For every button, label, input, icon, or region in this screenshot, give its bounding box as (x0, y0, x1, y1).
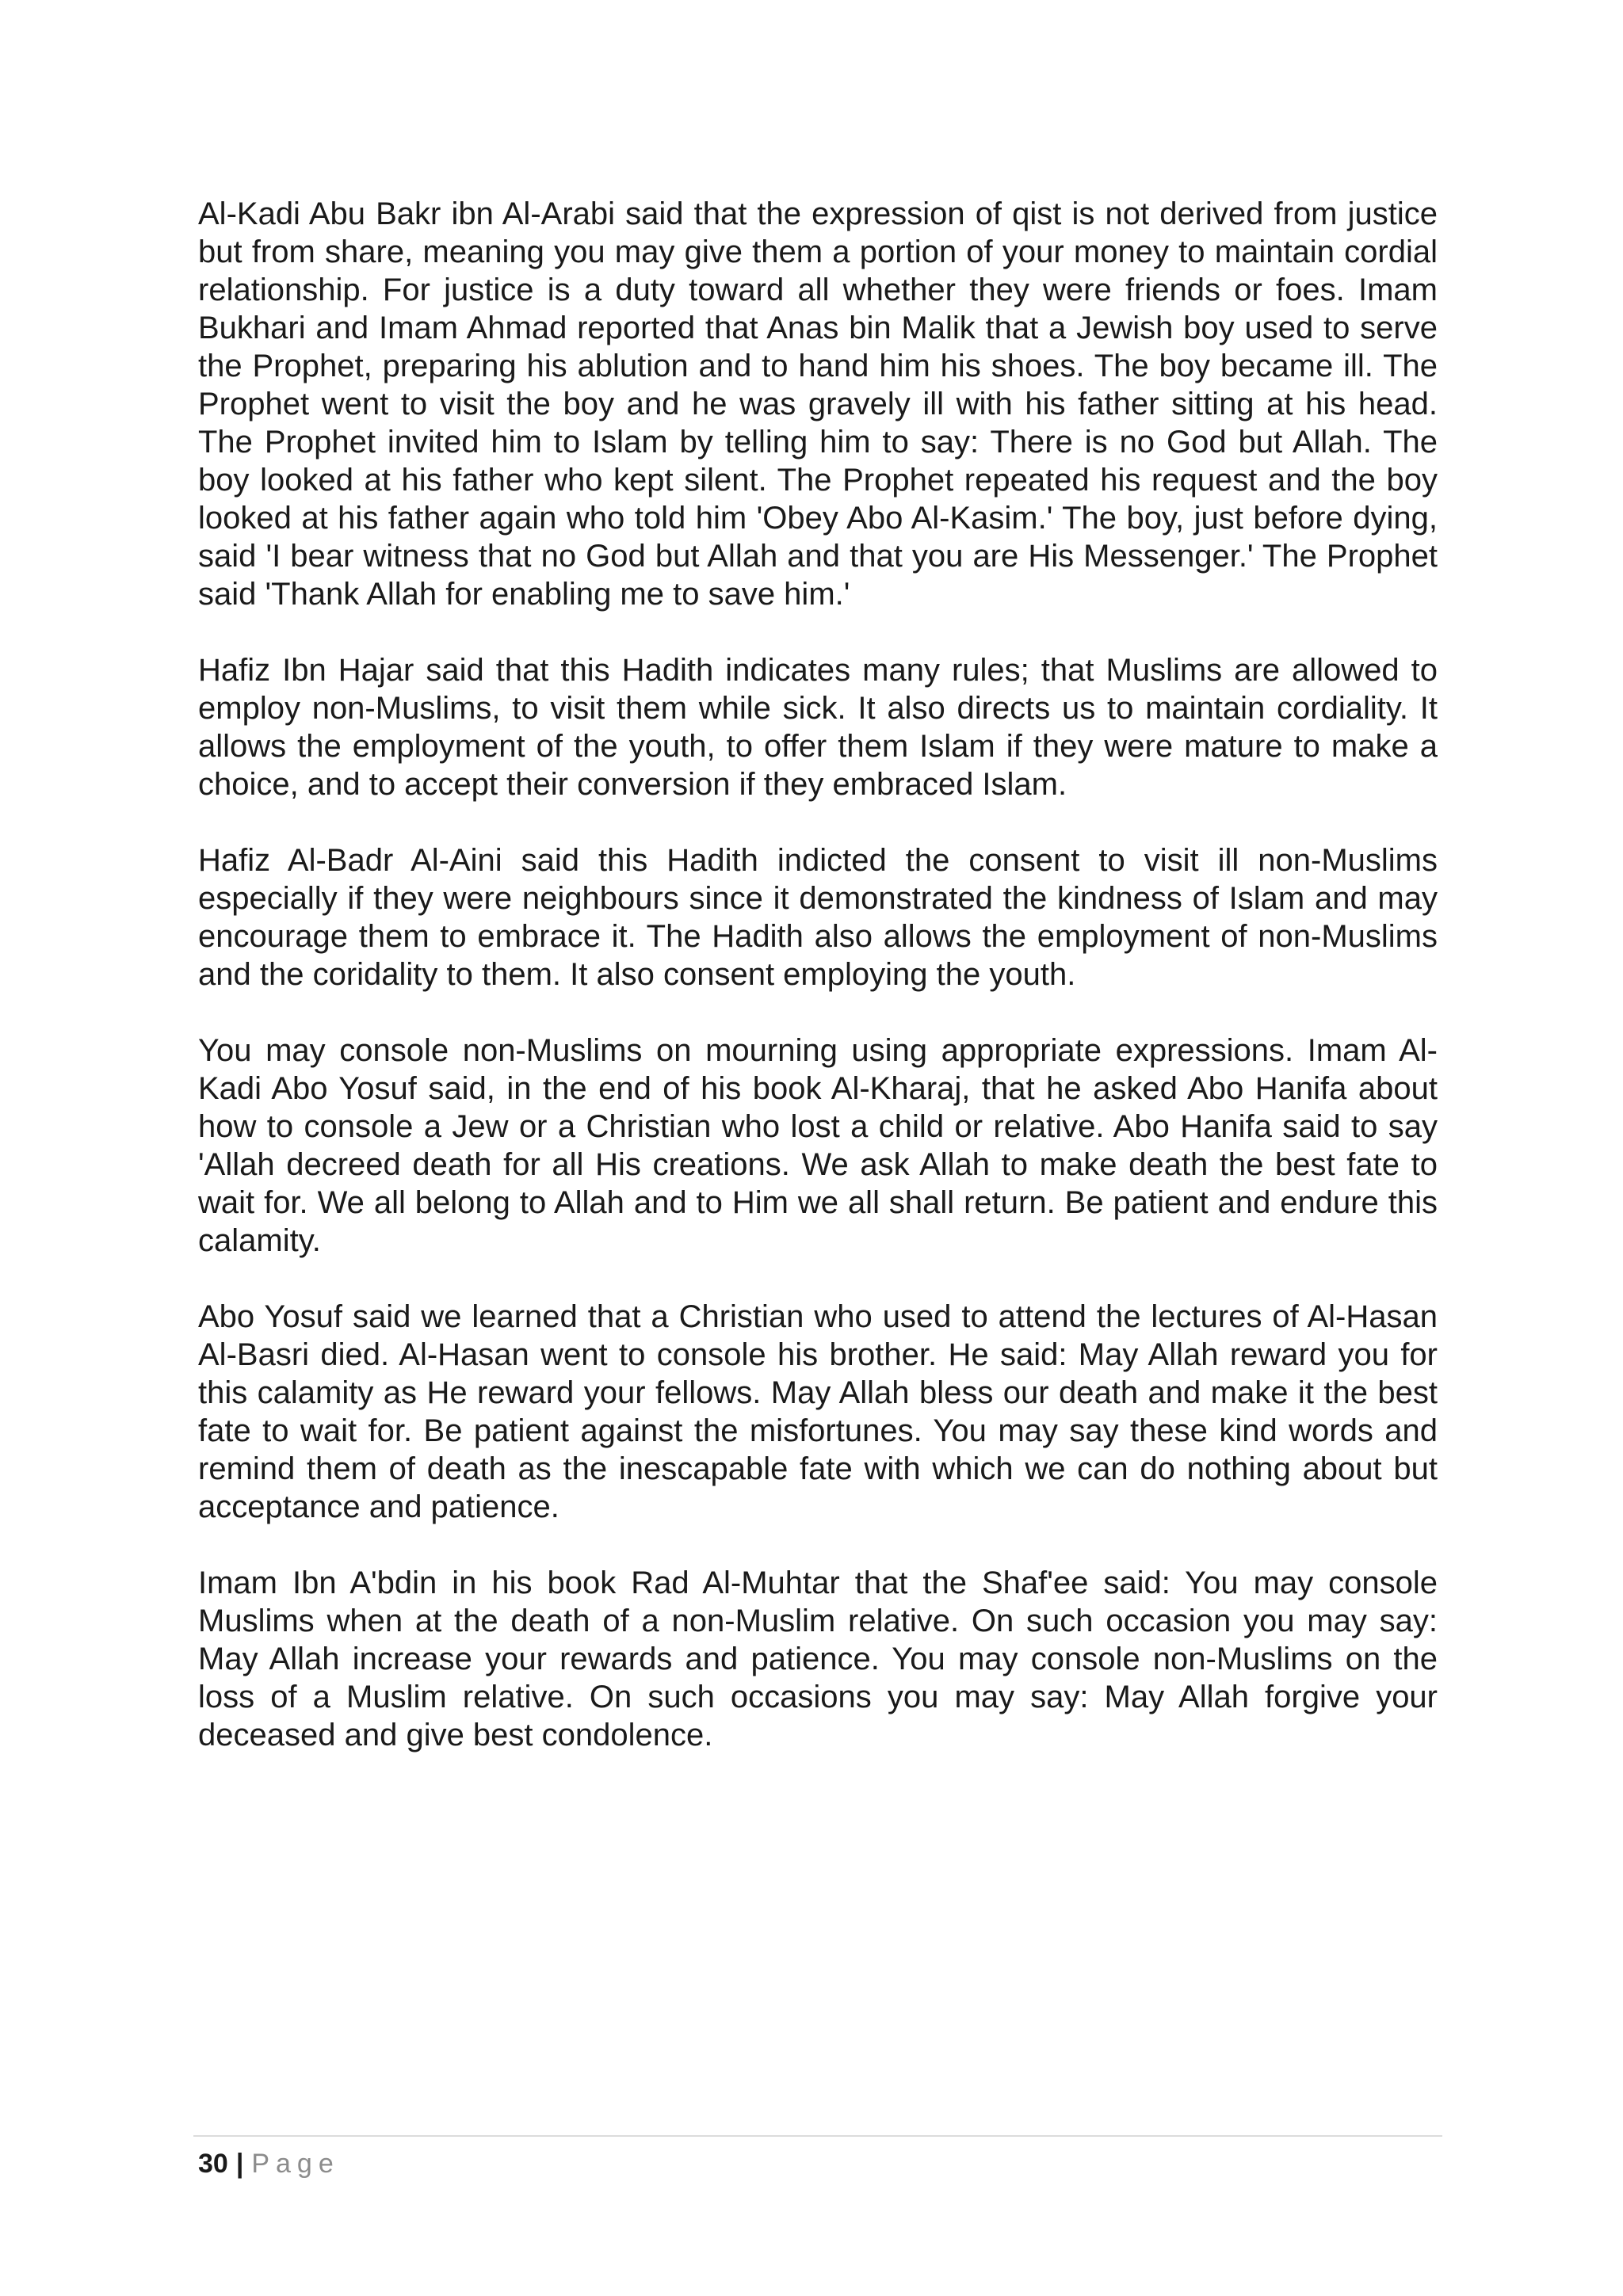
footer-separator: | (235, 2149, 244, 2179)
paragraph-2: Hafiz Ibn Hajar said that this Hadith indicates many rules; that Muslims are allowed to employ non-Muslims, to visit them while sick. It also directs us to maintain cordiality. It allows the employment of the youth, to offer them Islam if they were mature to make a choice, and to accept their conversion if they embraced Islam. (198, 653, 1438, 802)
paragraph-6: Imam Ibn A'bdin in his book Rad Al-Muhtar that the Shaf'ee said: You may console Muslims when at the death of a non-Muslim relative. On such occasion you may say: May Allah increase your rewards and patience. You may console non-Muslims on the loss of a Muslim relative. On such occasions you may say: May Allah forgive your deceased and give best condolence. (198, 1566, 1438, 1753)
page-label: Page (251, 2149, 340, 2179)
paragraph-4: You may console non-Muslims on mourning using appropriate expressions. Imam Al-Kadi Abo Yosuf said, in the end of his book Al-Kharaj, that he asked Abo Hanifa about how to console a Jew or a Christian who lost a child or relative. Abo Hanifa said to say 'Allah decreed death for all His creations. We ask Allah to make death the best fate to wait for. We all belong to Allah and to Him we all shall return. Be patient and endure this calamity. (198, 1033, 1438, 1258)
page-number: 30 (198, 2149, 228, 2179)
paragraph-3: Hafiz Al-Badr Al-Aini said this Hadith indicted the consent to visit ill non-Muslims especially if they were neighbours since it demonstrated the kindness of Islam and may encourage them to embrace it. The Hadith also allows the employment of non-Muslims and the coridality to them. It also consent employing the youth. (198, 843, 1438, 992)
footer-page-indicator (198, 2148, 340, 2180)
paragraph-5: Abo Yosuf said we learned that a Christian who used to attend the lectures of Al-Hasan Al-Basri died. Al-Hasan went to console his brother. He said: May Allah reward you for this calamity as He reward your fellows. May Allah bless our death and make it the best fate to wait for. Be patient against the misfortunes. You may say these kind words and remind them of death as the inescapable fate with which we can do nothing about but acceptance and patience. (198, 1299, 1438, 1524)
paragraph-1: Al-Kadi Abu Bakr ibn Al-Arabi said that the expression of qist is not derived from justice but from share, meaning you may give them a portion of your money to maintain cordial relationship. For justice is a duty toward all whether they were friends or foes. Imam Bukhari and Imam Ahmad reported that Anas bin Malik that a Jewish boy used to serve the Prophet, preparing his ablution and to hand him his shoes. The boy became ill. The Prophet went to visit the boy and he was gravely ill with his father sitting at his head. The Prophet invited him to Islam by telling him to say: There is no God but Allah. The boy looked at his father who kept silent. The Prophet repeated his request and the boy looked at his father again who told him 'Obey Abo Al-Kasim.' The boy, just before dying, said 'I bear witness that no God but Allah and that you are His Messenger.' The Prophet said 'Thank Allah for enabling me to save him.' (198, 196, 1438, 612)
page-footer (193, 2135, 1442, 2179)
body-text (198, 195, 1438, 1792)
